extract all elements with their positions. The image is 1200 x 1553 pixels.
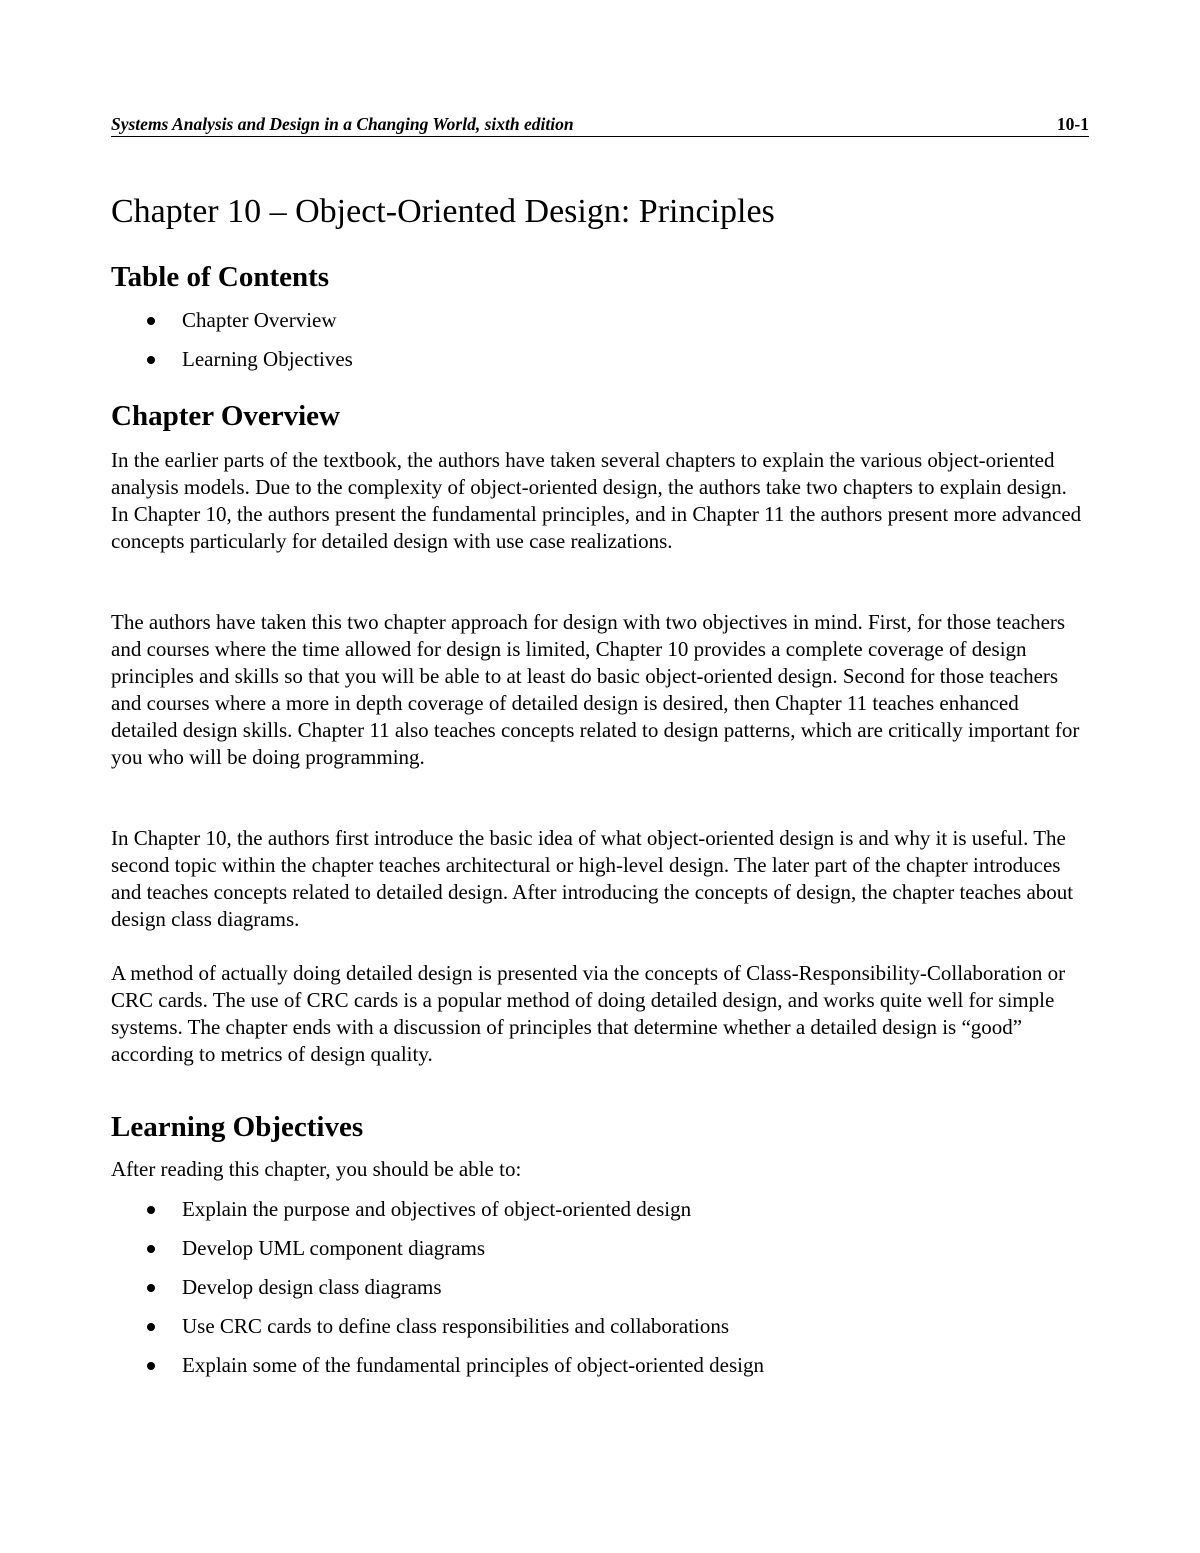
toc-item-label: Chapter Overview [182,308,337,332]
chapter-overview-heading: Chapter Overview [111,400,340,432]
objective-item [111,1268,764,1307]
objective-item [111,1229,764,1268]
toc-item-label: Learning Objectives [182,347,353,371]
bullet-icon [147,1284,155,1292]
bullet-icon [147,317,155,325]
objective-item [111,1346,764,1385]
bullet-icon [147,356,155,364]
overview-paragraph: In Chapter 10, the authors first introduce the basic idea of what object-oriented design is and why it is useful. The second topic within the chapter teaches architectural or high-level design. The later part of the chapter introduces and teaches concepts related to detailed design. After introducing the concepts of design, the chapter teaches about design class diagrams. [111,826,1074,931]
overview-paragraph: The authors have taken this two chapter approach for design with two objectives in mind. First, for those teachers and courses where the time allowed for design is limited, Chapter 10 provides a complete coverage of design principles and skills so that you will be able to at least do basic object-oriented design. Second for those teachers and courses where a more in depth coverage of detailed design is desired, then Chapter 11 teaches enhanced detailed design skills. Chapter 11 also teaches concepts related to design patterns, which are critically important for you who will be doing programming. [111,610,1080,769]
toc-heading: Table of Contents [111,261,330,293]
overview-paragraph: A method of actually doing detailed design is presented via the concepts of Class-Responsibility-Collaboration or CRC cards. The use of CRC cards is a popular method of doing detailed design, and works quite well for simple systems. The chapter ends with a discussion of principles that determine whether a detailed design is “good” according to metrics of design quality. [111,961,1066,1066]
toc-item-chapter-overview[interactable] [111,301,353,340]
header-book-title: Systems Analysis and Design in a Changing World, sixth edition [111,114,574,134]
objective-label: Develop design class diagrams [182,1275,442,1299]
bullet-icon [147,1245,155,1253]
objective-item [111,1190,764,1229]
objective-label: Develop UML component diagrams [182,1236,486,1260]
bullet-icon [147,1362,155,1370]
overview-paragraph: In the earlier parts of the textbook, the authors have taken several chapters to explain the various object-oriented analysis models. Due to the complexity of object-oriented design, the authors take two chapters to explain design. In Chapter 10, the authors present the fundamental principles, and in Chapter 11 the authors present more advanced concepts particularly for detailed design with use case realizations. [111,448,1082,553]
header-page-number: 10-1 [1056,114,1089,134]
toc-item-learning-objectives[interactable] [111,340,353,379]
chapter-title: Chapter 10 – Object-Oriented Design: Principles [111,193,775,230]
bullet-icon [147,1206,155,1214]
objective-label: Explain the purpose and objectives of object-oriented design [182,1197,692,1221]
learning-objectives-heading: Learning Objectives [111,1111,364,1143]
objectives-list [111,1190,764,1385]
toc-list [111,301,353,379]
bullet-icon [147,1323,155,1331]
objective-label: Explain some of the fundamental principles of object-oriented design [182,1353,764,1377]
running-header [111,114,1089,137]
objectives-intro: After reading this chapter, you should be able to: [111,1157,522,1181]
objective-label: Use CRC cards to define class responsibilities and collaborations [182,1314,730,1338]
objective-item [111,1307,764,1346]
